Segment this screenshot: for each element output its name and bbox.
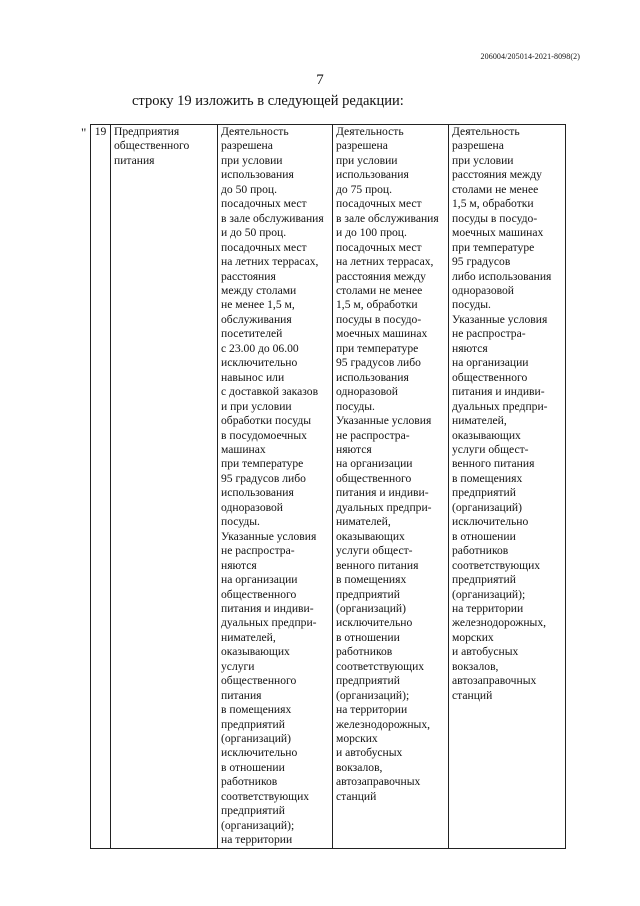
cell-text-line: железнодорожных, (452, 616, 547, 630)
cell-text-line: либо использования (452, 269, 552, 283)
cell-text-line: автозаправочных (336, 775, 421, 789)
cell-text-line: питания и индиви- (336, 486, 429, 500)
cell-text-line: железнодорожных, (336, 717, 431, 731)
cell-text-line: работников (452, 544, 509, 558)
cell-text-line: не менее 1,5 м, (221, 298, 295, 312)
cell-text-line: (организаций) (452, 500, 522, 514)
cell-text-line: разрешена (221, 139, 273, 153)
cell-text-line: посуды. (452, 298, 491, 312)
cell-text-line: посуды в посудо- (452, 211, 538, 225)
cell-text-line: оказывающих (221, 645, 290, 659)
cell-text-line: Указанные условия (221, 529, 317, 543)
cell-text-line: на организации (452, 356, 529, 370)
cell-text-line: няются (221, 558, 257, 572)
cell-text-line: Указанные условия (336, 414, 432, 428)
cell-text-line: Деятельность (336, 125, 404, 138)
cell-text-line: венного питания (336, 558, 419, 572)
cell-text-line: оказывающих (452, 428, 521, 442)
cell-text-line: питания и индиви- (452, 385, 545, 399)
cell-text-line: вокзалов, (452, 659, 499, 673)
cell-text-line: использования (221, 168, 294, 182)
document-id: 206004/205014-2021-8098(2) (480, 52, 580, 61)
cell-text-line: няются (452, 341, 488, 355)
cell-text-line: посуды в посудо- (336, 312, 422, 326)
cell-text-line: не распростра- (452, 327, 526, 341)
cell-text-line: посуды. (221, 515, 260, 529)
cell-text-line: общественного (221, 674, 297, 688)
cell-text-line: в посудомоечных (221, 428, 307, 442)
cell-text-line: одноразовой (452, 283, 515, 297)
row-number-cell (91, 125, 111, 849)
cell-text-line: машинах (221, 442, 266, 456)
cell-text-line: общественного (336, 471, 412, 485)
cell-text-line: столами не менее (336, 283, 423, 297)
cell-text-line: и при условии (221, 399, 292, 413)
cell-text-line: Указанные условия (452, 312, 548, 326)
cell-text-line: услуги (221, 659, 255, 673)
cell-text-line: при условии (336, 153, 398, 167)
row-number: 19 (94, 125, 107, 138)
cell-text-line: расстояния (221, 269, 276, 283)
cell-text-line: в зале обслуживания (221, 211, 324, 225)
cell-text-line: в отношении (452, 529, 516, 543)
cell-text-line: (организаций) (221, 732, 291, 746)
cell-text-line: 95 градусов либо (336, 356, 421, 370)
cell-text-line: предприятий (452, 486, 516, 500)
cell-text-line: Деятельность (221, 125, 289, 138)
cell-text-line: посуды. (336, 399, 375, 413)
cell-text-line: венного питания (452, 457, 535, 471)
cell-text-line: (организаций); (452, 587, 526, 601)
cell-text-line: нимателей, (336, 515, 391, 529)
cell-text-line: исключительно (221, 356, 298, 370)
cell-text-line: в помещениях (452, 471, 523, 485)
cell-text-line: расстояния между (452, 168, 542, 182)
cell-text-line: в помещениях (336, 573, 407, 587)
cell-text-line: общественного (221, 587, 297, 601)
cell-text-line: исключительно (221, 746, 298, 760)
cell-text-line: станций (336, 789, 377, 803)
cell-text-line: при условии (452, 153, 514, 167)
cell-text-line: до 50 проц. (221, 182, 277, 196)
cell-text-line: Предприятия (114, 125, 180, 138)
cell-text-line: вокзалов, (336, 760, 383, 774)
cell-text-line: няются (336, 442, 372, 456)
cell-text-line: (организаций) (336, 601, 406, 615)
cell-text-line: (организаций); (221, 818, 295, 832)
cell-text-line: 1,5 м, обработки (452, 197, 534, 211)
cell-text-line: в отношении (221, 760, 285, 774)
cell-text-line: между столами (221, 283, 297, 297)
cell-text-line: общественного (452, 370, 528, 384)
cell-text-line: 95 градусов либо (221, 471, 306, 485)
cell-text-line: услуги общест- (336, 544, 413, 558)
cell-text-line: на организации (221, 573, 298, 587)
cell-text-line: одноразовой (221, 500, 284, 514)
conditions-column-1 (218, 125, 333, 849)
page-number: 7 (316, 72, 324, 88)
cell-text-line: на территории (336, 703, 408, 717)
cell-text-line: посадочных мест (221, 240, 307, 254)
cell-text-line: на организации (336, 457, 413, 471)
cell-text-line: при температуре (221, 457, 304, 471)
cell-text-line: посадочных мест (336, 197, 422, 211)
table-row (91, 125, 566, 849)
cell-text-line: соответствующих (221, 789, 310, 803)
cell-text-line: посадочных мест (336, 240, 422, 254)
cell-text-line: разрешена (336, 139, 388, 153)
cell-text-line: питания (221, 688, 262, 702)
cell-text-line: использования (336, 168, 409, 182)
cell-text-line: 95 градусов (452, 255, 511, 269)
cell-text-line: не распростра- (221, 544, 295, 558)
cell-text-line: посадочных мест (221, 197, 307, 211)
cell-text-line: при температуре (452, 240, 535, 254)
cell-text-line: предприятий (336, 587, 400, 601)
cell-text-line: соответствующих (336, 659, 425, 673)
cell-text-line: оказывающих (336, 529, 405, 543)
cell-text-line: с 23.00 до 06.00 (221, 341, 299, 355)
cell-text-line: предприятий (452, 573, 516, 587)
cell-text-line: в помещениях (221, 703, 292, 717)
cell-text-line: (организаций); (336, 688, 410, 702)
cell-text-line: расстояния между (336, 269, 426, 283)
cell-text-line: дуальных предпри- (336, 500, 432, 514)
cell-text-line: исключительно (336, 616, 413, 630)
cell-text-line: Деятельность (452, 125, 520, 138)
cell-text-line: при условии (221, 153, 283, 167)
cell-text-line: одноразовой (336, 385, 399, 399)
enterprise-name-cell (111, 125, 218, 849)
cell-text-line: 1,5 м, обработки (336, 298, 418, 312)
cell-text-line: нимателей, (221, 630, 276, 644)
cell-text-line: при температуре (336, 341, 419, 355)
cell-text-line: не распростра- (336, 428, 410, 442)
cell-text-line: соответствующих (452, 558, 541, 572)
cell-text-line: и автобусных (336, 746, 403, 760)
cell-text-line: дуальных предпри- (452, 399, 548, 413)
cell-text-line: с доставкой заказов (221, 385, 319, 399)
cell-text-line: морских (452, 630, 494, 644)
cell-text-line: работников (221, 775, 278, 789)
cell-text-line: моечных машинах (452, 226, 544, 240)
amendment-table (90, 124, 566, 849)
cell-text-line: предприятий (221, 717, 285, 731)
cell-text-line: станций (452, 688, 493, 702)
cell-text-line: использования (336, 370, 409, 384)
cell-text-line: дуальных предпри- (221, 616, 317, 630)
cell-text-line: на летних террасах, (336, 255, 434, 269)
cell-text-line: моечных машинах (336, 327, 428, 341)
cell-text-line: и до 100 проц. (336, 226, 407, 240)
cell-text-line: морских (336, 732, 378, 746)
cell-text-line: на летних террасах, (221, 255, 319, 269)
conditions-column-2 (333, 125, 449, 849)
cell-text-line: до 75 проц. (336, 182, 392, 196)
cell-text-line: и до 50 проц. (221, 226, 287, 240)
cell-text-line: питания и индиви- (221, 601, 314, 615)
cell-text-line: услуги общест- (452, 442, 529, 456)
cell-text-line: обслуживания (221, 312, 292, 326)
cell-text-line: и автобусных (452, 645, 519, 659)
cell-text-line: на территории (221, 833, 293, 847)
cell-text-line: навынос или (221, 370, 285, 384)
cell-text-line: в зале обслуживания (336, 211, 439, 225)
cell-text-line: исключительно (452, 515, 529, 529)
intro-text: строку 19 изложить в следующей редакции: (132, 93, 404, 109)
cell-text-line: предприятий (336, 674, 400, 688)
cell-text-line: обработки посуды (221, 414, 312, 428)
cell-text-line: общественного (114, 139, 190, 153)
cell-text-line: нимателей, (452, 414, 507, 428)
cell-text-line: питания (114, 153, 155, 167)
cell-text-line: на территории (452, 601, 524, 615)
cell-text-line: в отношении (336, 630, 400, 644)
cell-text-line: автозаправочных (452, 674, 537, 688)
cell-text-line: работников (336, 645, 393, 659)
cell-text-line: разрешена (452, 139, 504, 153)
cell-text-line: предприятий (221, 804, 285, 818)
cell-text-line: посетителей (221, 327, 283, 341)
cell-text-line: использования (221, 486, 294, 500)
cell-text-line: столами не менее (452, 182, 539, 196)
conditions-column-3 (449, 125, 566, 849)
open-quote-mark: " (81, 125, 87, 140)
